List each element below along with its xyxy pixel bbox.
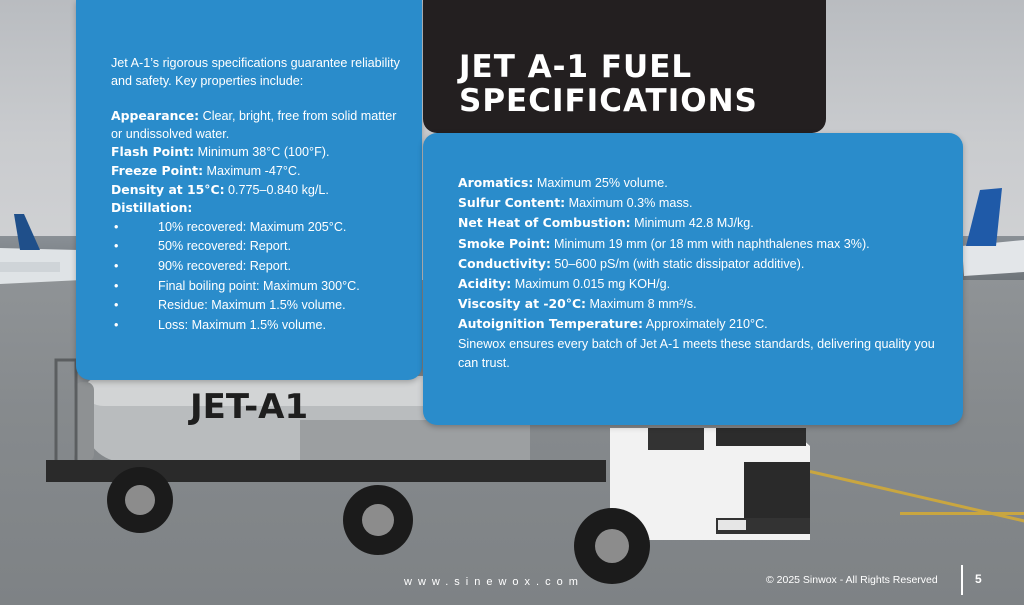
property-value: Maximum 8 mm²/s. xyxy=(586,297,697,312)
property-density xyxy=(111,181,411,200)
property-label: Appearance: xyxy=(111,108,200,124)
property-appearance xyxy=(111,107,411,143)
property-label: Autoignition Temperature: xyxy=(458,316,643,332)
property-value: Clear, bright, free from solid matter or undissolved water. xyxy=(111,109,397,141)
property-viscosity xyxy=(458,294,938,314)
intro-text: Jet A-1’s rigorous specifications guarantee reliability and safety. Key properties include: xyxy=(111,56,400,88)
property-smoke-point xyxy=(458,234,938,254)
property-acidity xyxy=(458,274,938,294)
property-value: Maximum 0.015 mg KOH/g. xyxy=(511,277,671,292)
property-label: Acidity: xyxy=(458,276,512,292)
left-panel-content xyxy=(111,55,411,334)
list-item xyxy=(111,238,411,256)
property-value: 50–600 pS/m (with static dissipator additive). xyxy=(550,256,805,271)
wheels xyxy=(107,467,650,584)
bullet: • xyxy=(114,278,119,293)
list-item-text: Residue: Maximum 1.5% volume. xyxy=(158,298,346,313)
property-label: Density at 15°C: xyxy=(111,181,225,197)
list-item xyxy=(111,219,411,237)
list-item-text: Final boiling point: Maximum 300°C. xyxy=(158,278,360,293)
right-panel-content xyxy=(458,173,938,373)
property-value: Approximately 210°C. xyxy=(642,317,768,332)
property-freeze-point xyxy=(111,162,411,181)
page-title-line1: JET A-1 FUEL xyxy=(459,49,693,85)
property-autoignition xyxy=(458,314,938,334)
property-flash-point xyxy=(111,143,411,162)
list-item xyxy=(111,258,411,276)
bullet: • xyxy=(114,258,119,273)
aircraft-right xyxy=(962,188,1024,276)
property-value: 0.775–0.840 kg/L. xyxy=(224,182,329,197)
list-item-text: 10% recovered: Maximum 205°C. xyxy=(158,219,347,234)
property-label: Net Heat of Combustion: xyxy=(458,215,631,231)
property-label: Aromatics: xyxy=(458,175,534,190)
footer-website: www.sinewox.com xyxy=(404,576,584,588)
list-item-text: Loss: Maximum 1.5% volume. xyxy=(158,317,326,332)
bullet: • xyxy=(114,219,119,234)
property-label: Conductivity: xyxy=(458,255,551,271)
property-label: Flash Point: xyxy=(111,144,195,160)
page-title xyxy=(459,50,758,118)
tank-label: JET-A1 xyxy=(190,387,309,427)
bullet: • xyxy=(114,317,119,332)
property-heat-of-combustion xyxy=(458,213,938,233)
property-value: Minimum 19 mm (or 18 mm with naphthalenes max 3%). xyxy=(550,236,870,251)
bullet: • xyxy=(114,298,119,313)
list-item-text: 50% recovered: Report. xyxy=(158,239,292,254)
property-value: Minimum 38°C (100°F). xyxy=(194,145,330,160)
property-label: Sulfur Content: xyxy=(458,195,566,211)
list-item-text: 90% recovered: Report. xyxy=(158,258,292,273)
title-panel xyxy=(423,0,826,133)
property-value: Maximum 0.3% mass. xyxy=(565,196,693,211)
property-value: Maximum 25% volume. xyxy=(533,176,668,190)
footer-copyright: © 2025 Sinwox - All Rights Reserved xyxy=(766,574,938,586)
list-item xyxy=(111,317,411,335)
distillation-list xyxy=(111,219,411,335)
page-title-line2: SPECIFICATIONS xyxy=(459,83,758,119)
closing-statement: Sinewox ensures every batch of Jet A-1 meets these standards, delivering quality you can trust. xyxy=(458,336,935,370)
properties-panel-left xyxy=(76,0,422,380)
distillation-heading: Distillation: xyxy=(111,200,193,216)
footer-divider xyxy=(961,565,963,595)
list-item xyxy=(111,297,411,315)
property-conductivity xyxy=(458,254,938,274)
page-number: 5 xyxy=(975,572,982,586)
property-label: Smoke Point: xyxy=(458,235,551,251)
properties-panel-right xyxy=(423,133,963,425)
aircraft-left xyxy=(0,214,82,284)
property-label: Viscosity at -20°C: xyxy=(458,296,587,312)
bullet: • xyxy=(114,239,119,254)
property-sulfur xyxy=(458,193,938,213)
property-value: Minimum 42.8 MJ/kg. xyxy=(630,216,754,231)
property-value: Maximum -47°C. xyxy=(203,163,301,178)
property-aromatics xyxy=(458,173,938,193)
list-item xyxy=(111,278,411,296)
property-label: Freeze Point: xyxy=(111,162,204,178)
